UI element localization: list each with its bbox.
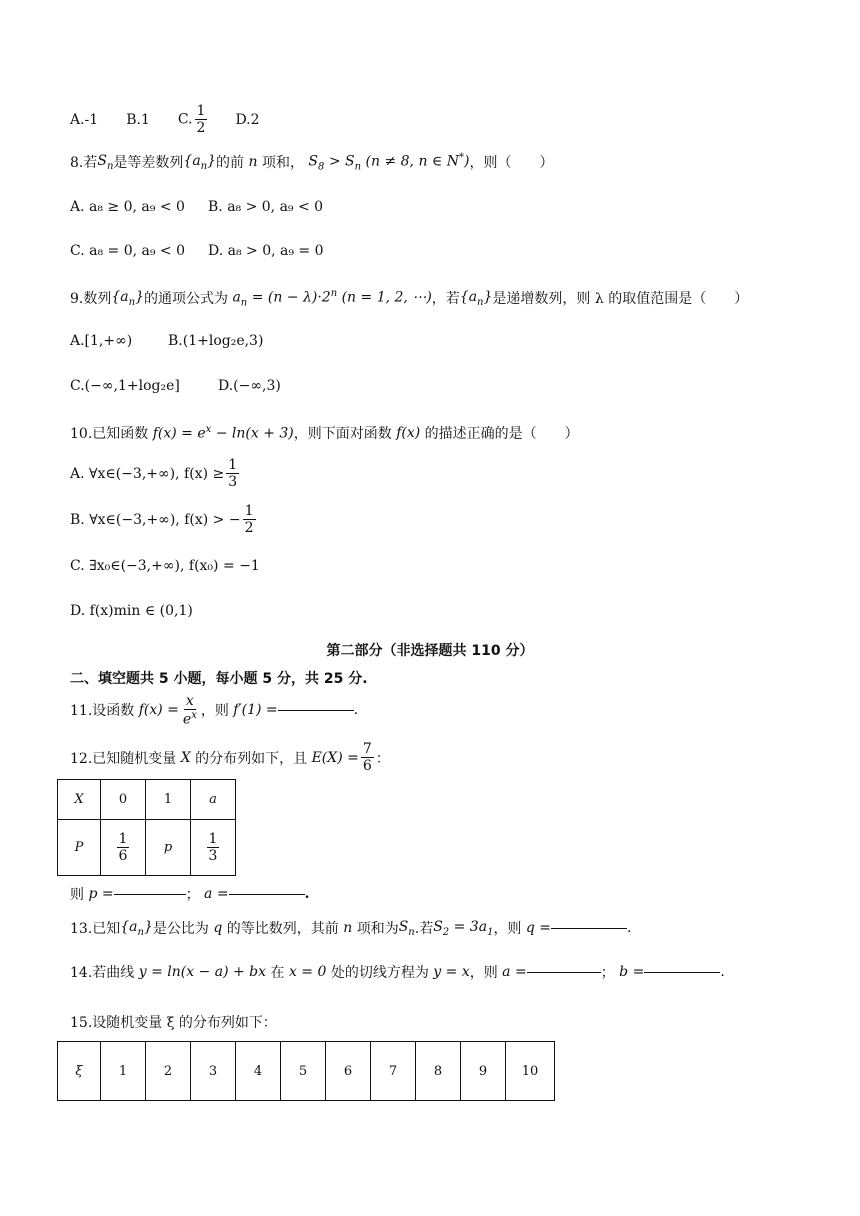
q15-stem: 15.设随机变量 ξ 的分布列如下：: [70, 1015, 277, 1031]
q7-option-d: D.2: [235, 111, 260, 128]
q12-a-blank[interactable]: [229, 894, 305, 895]
q7-options: [70, 104, 260, 135]
q9-options-row1: [70, 333, 263, 349]
q14-b-blank[interactable]: [644, 972, 720, 973]
q10-option-b: B. ∀x∈(−3,+∞), f(x) > − $\frac{1}{2}$: [70, 503, 254, 536]
q8-option-a: A. a₈ ≥ 0, a₉ < 0: [70, 199, 185, 215]
q10-option-d: D. f(x)min ∈ (0,1): [70, 603, 193, 619]
q14-stem: 14.若曲线 y = ln(x − a) + bx 在 x = 0 处的切线方程为 y = x ，则 a = ； b = .: [70, 964, 725, 981]
q9-option-b: B.(1+log₂e,3): [168, 333, 264, 349]
q8-stem: 8.若 $S_n$ 是等差数列 $\{a_n\}$ 的前 n 项和， $S_8 > S_n$ (n ≠ 8, n ∈ N*) ，则（ ）: [70, 152, 554, 173]
table-row: ξ 1 2 3 4 5 6 7 8 9 10: [58, 1042, 555, 1101]
q15-distribution-table: [57, 1041, 555, 1101]
table-row: P $\frac{1}{6}$ p $\frac{1}{3}$: [58, 820, 236, 876]
q9-options-row2: [70, 378, 281, 394]
q9-option-d: D.(−∞,3): [218, 378, 281, 394]
q13-stem: 13.已知 $\{a_n\}$ 是公比为 q 的等比数列，其前 n 项和为 $S_n$ .若 $S_2 = 3a_1$ ，则 q = .: [70, 918, 632, 938]
q9-option-c: C.(−∞,1+log₂e]: [70, 378, 180, 394]
q9-option-a: A.[1,+∞): [70, 333, 133, 349]
q10-option-a: A. ∀x∈(−3,+∞), f(x) ≥ $\frac{1}{3}$: [70, 457, 238, 490]
q12-stem: 12.已知随机变量 X 的分布列如下，且 E(X) = $\frac{7}{6}$ ：: [70, 741, 390, 774]
q8-option-b: B. a₈ > 0, a₉ < 0: [208, 199, 324, 215]
q8-option-c: C. a₈ = 0, a₉ < 0: [70, 243, 186, 259]
q14-a-blank[interactable]: [527, 972, 601, 973]
q8-option-d: D. a₈ > 0, a₉ = 0: [208, 243, 324, 259]
q8-options-row1: [70, 199, 323, 215]
q7-option-a: A.-1: [70, 111, 99, 128]
q11-answer-blank[interactable]: [278, 710, 354, 711]
part2-title: 第二部分（非选择题共 110 分）: [326, 643, 534, 659]
q12-answer: 则 p = ； a = .: [70, 886, 310, 903]
q8-options-row2: [70, 243, 324, 259]
table-row: X 0 1 a: [58, 780, 236, 820]
q13-answer-blank[interactable]: [551, 928, 627, 929]
q7-option-b: B.1: [126, 111, 150, 128]
q9-stem: 9.数列 $\{a_n\}$ 的通项公式为 $a_n = (n - \lambda)\cdot 2^n$ (n = 1, 2, ⋯) ，若 $\{a_n\}$ 是递增数列，则 λ 的取值范围是（ ）: [70, 288, 749, 309]
q10-option-c: C. ∃x₀∈(−3,+∞), f(x₀) = −1: [70, 558, 260, 574]
section2-title: 二、填空题共 5 小题，每小题 5 分，共 25 分.: [70, 671, 368, 687]
q10-stem: 10.已知函数 $f(x) = e^x - \ln(x + 3)$ ，则下面对函数 f(x) 的描述正确的是（ ）: [70, 424, 579, 442]
q12-distribution-table: [57, 779, 236, 876]
q12-p-blank[interactable]: [114, 894, 186, 895]
q7-option-c: C. $\frac{1}{2}$: [177, 103, 206, 136]
q11-stem: 11.设函数 f(x) = $\frac{x}{e^x}$ ，则 f′(1) = .: [70, 693, 359, 728]
